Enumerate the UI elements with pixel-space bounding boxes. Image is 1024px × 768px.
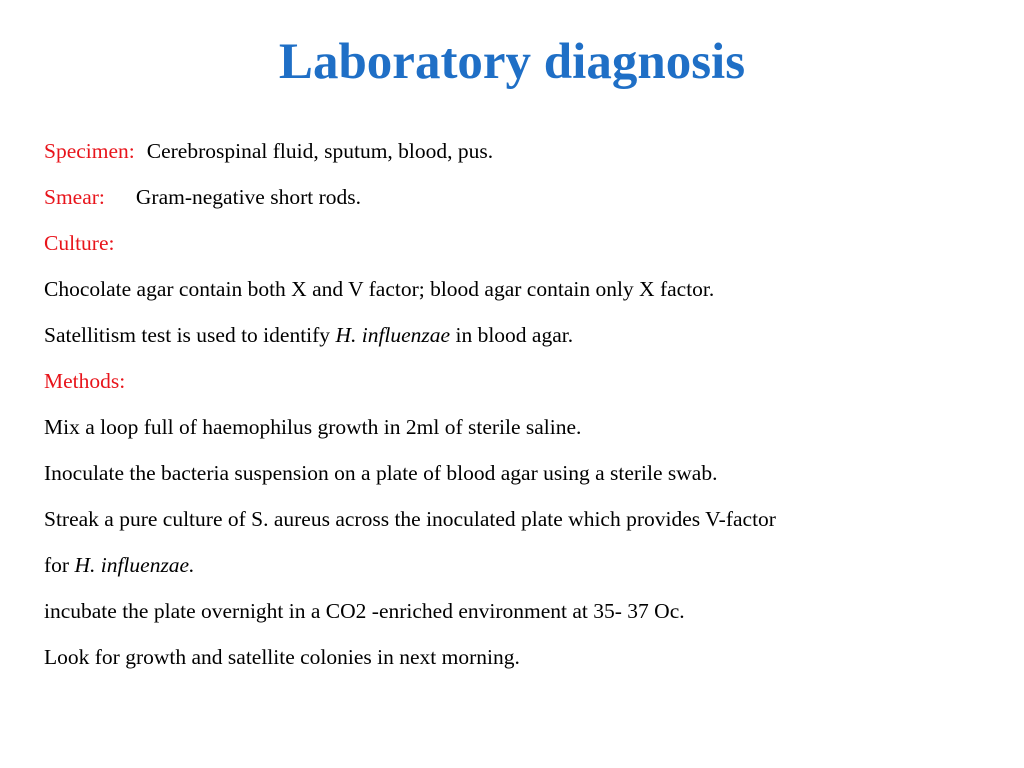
specimen-label: Specimen: [44, 139, 135, 163]
methods-step-5: Look for growth and satellite colonies in next morning. [44, 645, 520, 669]
methods-step-3-continued [44, 550, 984, 596]
smear-text: Gram-negative short rods. [135, 185, 361, 209]
culture-text-2-after: in blood agar. [450, 323, 574, 347]
smear-line [44, 182, 984, 228]
culture-text-2-before: Satellitism test is used to identify [44, 323, 336, 347]
culture-text-1: Chocolate agar contain both X and V factor; blood agar contain only X factor. [44, 277, 715, 301]
methods-step-1: Mix a loop full of haemophilus growth in 2ml of sterile saline. [44, 415, 582, 439]
methods-line [44, 366, 984, 412]
methods-step-3: Streak a pure culture of S. aureus across the inoculated plate which provides V-factor [44, 507, 776, 531]
slide-body [44, 136, 984, 688]
specimen-text: Cerebrospinal fluid, sputum, blood, pus. [146, 139, 494, 163]
culture-label: Culture: [44, 231, 115, 255]
culture-line [44, 228, 984, 274]
specimen-line [44, 136, 984, 182]
methods-step-4: incubate the plate overnight in a CO2 -enriched environment at 35- 37 Oc. [44, 599, 685, 623]
methods-step-2: Inoculate the bacteria suspension on a plate of blood agar using a sterile swab. [44, 461, 718, 485]
methods-step-3-cont-before: for [44, 553, 75, 577]
methods-label: Methods: [44, 369, 126, 393]
smear-label: Smear: [44, 185, 105, 209]
culture-text-2-organism: H. influenzae [335, 323, 451, 347]
culture-text-2 [44, 320, 984, 366]
methods-step-3-cont-organism: H. influenzae. [74, 553, 195, 577]
slide-title: Laboratory diagnosis [278, 34, 746, 90]
